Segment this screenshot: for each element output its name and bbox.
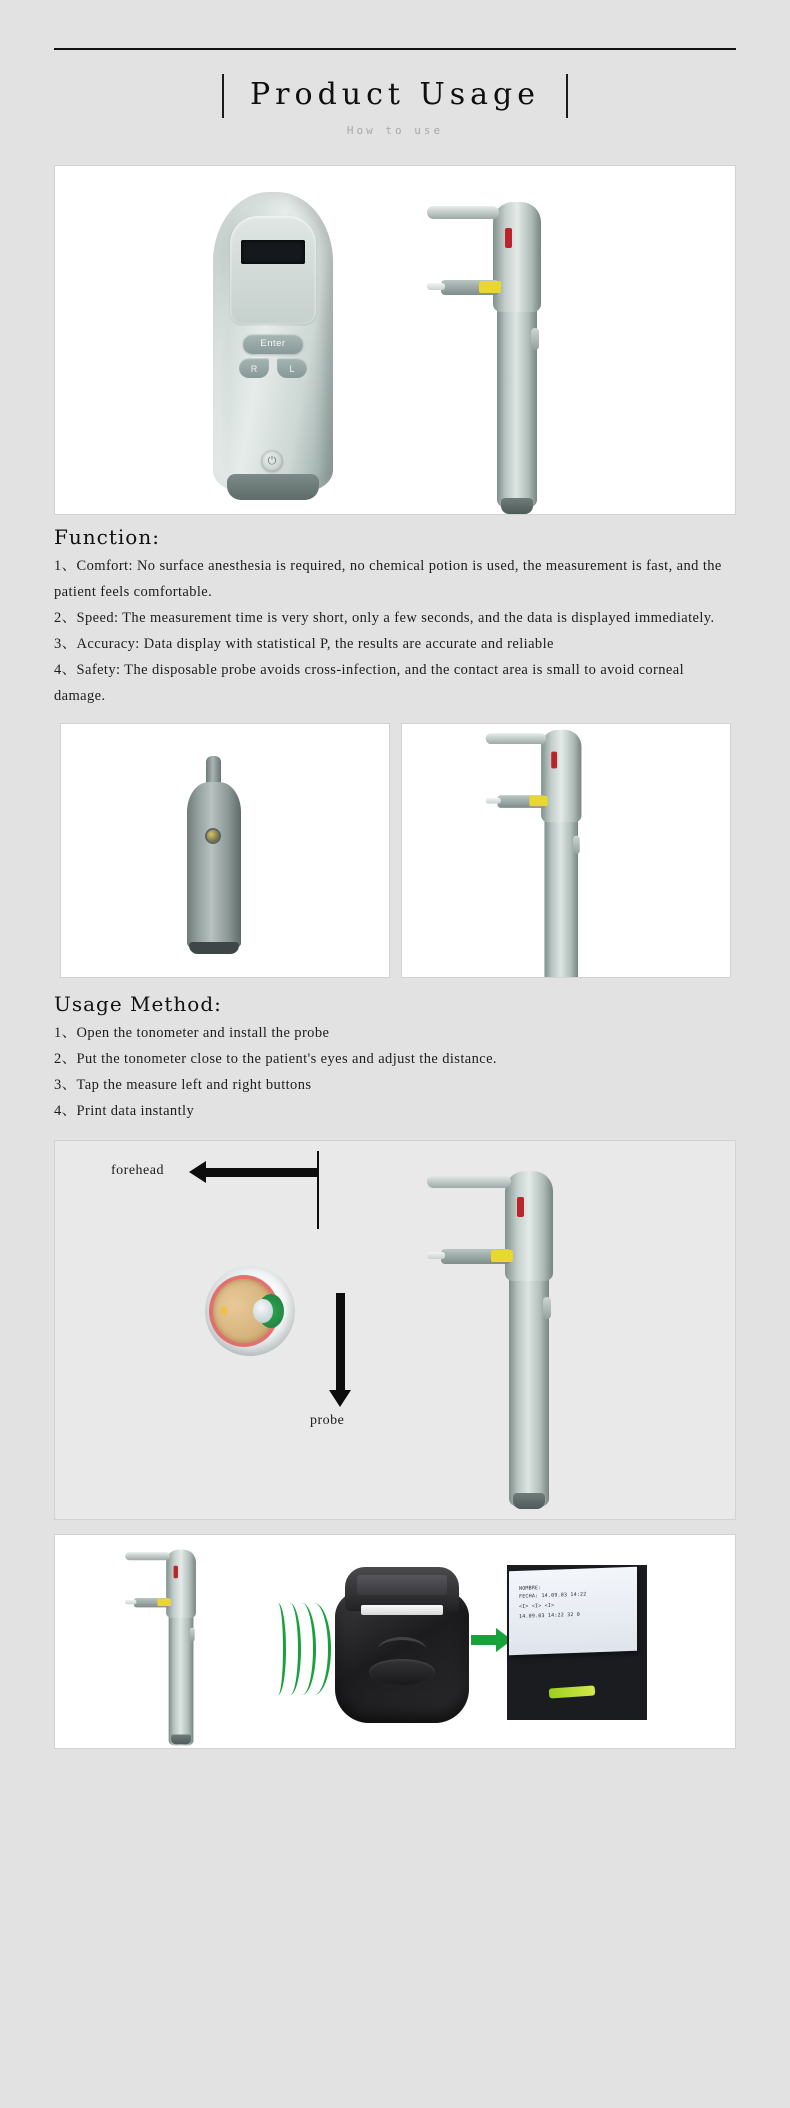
device-foot (501, 498, 533, 514)
device-base (227, 474, 319, 500)
yellow-label (491, 1250, 513, 1262)
wireless-signal-icon (270, 1603, 312, 1695)
forehead-rest-arm (125, 1552, 170, 1560)
side-photo-stage (402, 724, 730, 977)
enter-button[interactable]: Enter (243, 334, 303, 354)
device-head (166, 1550, 196, 1618)
probe-label: probe (310, 1413, 345, 1428)
header-divider (54, 48, 736, 50)
device-head (541, 730, 581, 822)
forehead-rest-arm (427, 206, 499, 219)
device-control-panel (230, 216, 316, 324)
thermal-printer (327, 1563, 477, 1723)
gallery-row (54, 723, 736, 978)
forehead-rest-arm (427, 1175, 511, 1188)
function-item: 2、Speed: The measurement time is very short, only a few seconds, and the data is displayed immediately. (54, 610, 715, 626)
usage-item: 3、Tap the measure left and right buttons (54, 1077, 312, 1093)
page-subtitle: How to use (346, 124, 444, 137)
barrel-foot (189, 942, 239, 954)
tonometer-side-view (487, 1157, 607, 1497)
function-item: 4、Safety: The disposable probe avoids cross-infection, and the contact area is small to avoid corneal damage. (54, 662, 685, 704)
device-foot (513, 1493, 545, 1509)
tonometer-front-view (213, 192, 333, 502)
left-eye-button[interactable]: L (277, 358, 307, 378)
diagram-stage (55, 1141, 735, 1519)
yellow-label (479, 281, 501, 293)
eye-anatomy-illustration (205, 1266, 295, 1356)
probe-arrow-icon (336, 1293, 345, 1391)
usage-diagram (54, 1140, 736, 1520)
forehead-tick-icon (317, 1151, 319, 1229)
function-item: 1、Comfort: No surface anesthesia is required, no chemical potion is used, the measurement is fast, and the patient feels comfortable. (54, 558, 722, 600)
usage-item: 2、Put the tonometer close to the patient's eyes and adjust the distance. (54, 1051, 497, 1067)
forehead-rest-arm (485, 733, 545, 744)
flow-arrow-icon (471, 1635, 497, 1645)
print-flow-stage (55, 1535, 735, 1748)
side-button[interactable] (190, 1628, 195, 1642)
yellow-label (529, 796, 547, 806)
probe-barrel-photo (60, 723, 390, 978)
title-block (54, 72, 736, 118)
receipt-line: FECHA: 14.09.03 14:22 (519, 1591, 587, 1600)
hero-product-photo (54, 165, 736, 515)
eye-lens (253, 1299, 273, 1323)
yellow-label (157, 1599, 171, 1606)
right-eye-button[interactable]: R (239, 358, 269, 378)
device-lcd-screen (241, 240, 305, 264)
receipt-line: 14.09.03 14:22 32 0 (519, 1611, 580, 1620)
printer-paper-edge (361, 1605, 443, 1615)
printing-flow-photo (54, 1534, 736, 1749)
forehead-label: forehead (111, 1163, 164, 1178)
receipt-line: <I> <I> <I> (519, 1602, 555, 1610)
red-indicator (517, 1197, 524, 1217)
function-section (54, 525, 736, 709)
probe-barrel (179, 756, 249, 952)
function-heading: Function: (54, 525, 160, 549)
barrel-connector (207, 830, 219, 842)
receipt-paper (509, 1567, 637, 1655)
usage-method-section (54, 992, 736, 1124)
receipt-line: NOMBRE: (519, 1585, 542, 1592)
printer-paper-slot (357, 1575, 447, 1595)
red-indicator (505, 228, 512, 248)
device-head (493, 202, 541, 312)
printed-receipt-photo (507, 1565, 647, 1720)
tonometer-side-view (526, 723, 627, 970)
probe-photo-stage (61, 724, 389, 977)
power-icon[interactable]: ⏻ (261, 450, 283, 472)
tonometer-side-view (155, 1541, 229, 1665)
page-header (0, 0, 790, 137)
receipt-green-object (549, 1685, 596, 1698)
tonometer-side-view (475, 188, 595, 515)
usage-item: 4、Print data instantly (54, 1103, 195, 1119)
device-foot (171, 1734, 191, 1744)
hero-photo-stage (55, 166, 735, 514)
usage-method-heading: Usage Method: (54, 992, 222, 1016)
printer-button-panel[interactable] (369, 1659, 435, 1685)
red-indicator (174, 1566, 178, 1578)
red-indicator (551, 752, 557, 769)
side-button[interactable] (531, 328, 539, 350)
barrel-tube (187, 782, 241, 948)
eye-macula (221, 1306, 227, 1315)
device-head (505, 1171, 553, 1281)
title-bracket-frame (222, 72, 568, 118)
usage-item: 1、Open the tonometer and install the probe (54, 1025, 330, 1041)
tonometer-side-photo (401, 723, 731, 978)
side-button[interactable] (543, 1297, 551, 1319)
function-item: 3、Accuracy: Data display with statistical P, the results are accurate and reliable (54, 636, 554, 652)
forehead-arrow-icon (205, 1168, 317, 1177)
side-button[interactable] (573, 836, 580, 854)
page-title: Product Usage (249, 77, 541, 112)
